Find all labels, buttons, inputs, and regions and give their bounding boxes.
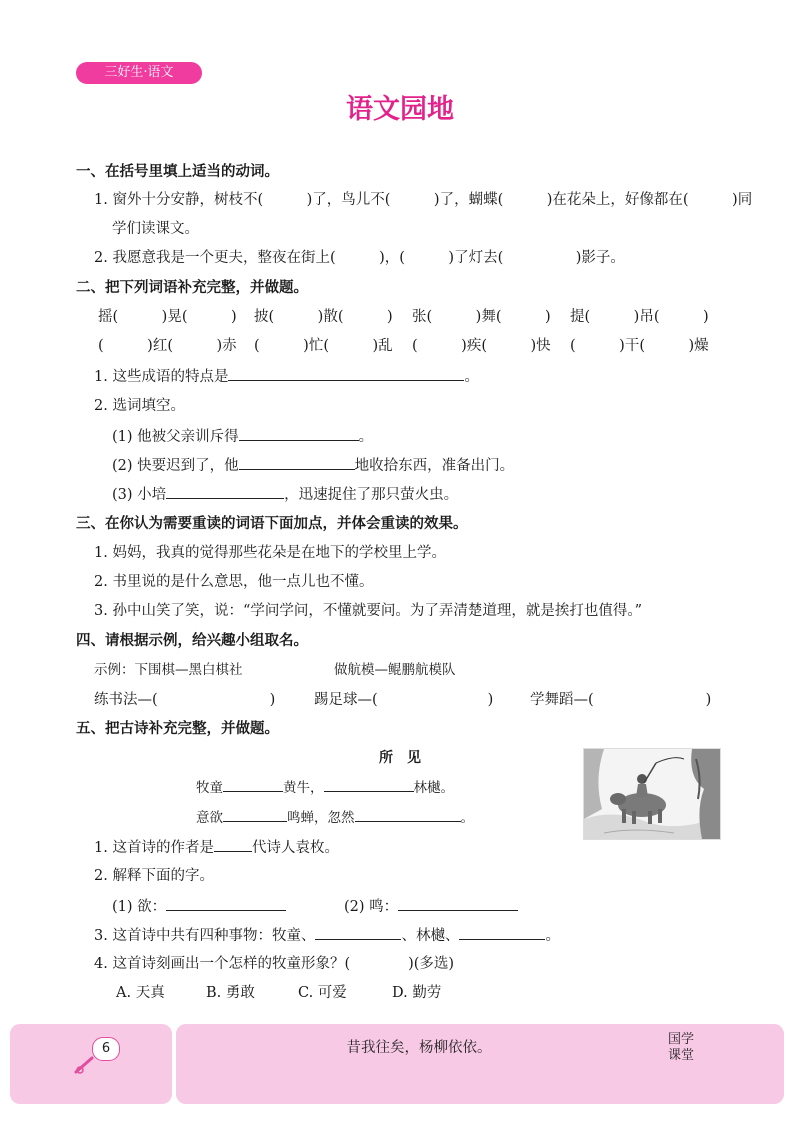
poem-line-1 [196, 777, 454, 798]
fill-item-2 [112, 455, 514, 476]
poem-blank[interactable] [324, 777, 414, 792]
s3-sentence-3: 3. 孙中山笑了笑，说：“学问学问，不懂就要问。为了弄清楚道理，就是挨打也值得。” [94, 603, 643, 619]
poem-blank[interactable] [223, 807, 287, 822]
group-name-calligraphy-label: 练书法—( [94, 692, 158, 708]
s5-question-3-text: 3. 这首诗中共有四种事物：牧童、 [94, 928, 316, 944]
section-5-heading: 五、把古诗补充完整，并做题。 [76, 721, 279, 737]
s5-question-3-text-end: 。 [545, 928, 560, 944]
idiom-row-1-col-2: 披( )散( ) [254, 309, 393, 325]
s1-question-1-line-2: 学们读课文。 [112, 221, 199, 237]
s5-question-4: 4. 这首诗刻画出一个怎样的牧童形象？( )(多选) [94, 956, 455, 972]
column-name-line-1: 国学 [668, 1032, 695, 1047]
section-2-heading: 二、把下列词语补充完整，并做题。 [76, 280, 308, 296]
option-a[interactable]: A. 天真 [116, 985, 165, 1001]
close-paren: ) [487, 692, 494, 708]
fill-item-3-text: (3) 小培 [112, 487, 167, 503]
explain-ming [344, 896, 518, 917]
series-badge: 三好生·语文 [76, 62, 202, 84]
option-d[interactable]: D. 勤劳 [392, 985, 442, 1001]
group-name-dance [530, 690, 711, 710]
poem-line-1-part-3: 林樾。 [413, 780, 454, 796]
magnifier-icon [72, 1046, 112, 1076]
s3-sentence-1: 1. 妈妈，我真的觉得那些花朵是在地下的学校里上学。 [94, 545, 446, 561]
group-name-football [314, 690, 493, 710]
s2-question-1 [94, 366, 479, 387]
close-paren: ) [705, 692, 712, 708]
idiom-row-1-col-3: 张( )舞( ) [412, 309, 551, 325]
s1-question-1-line-1: 1. 窗外十分安静，树枝不( )了，鸟儿不( )了，蝴蝶( )在花朵上，好像都在( )同 [94, 192, 753, 208]
fill-item-1-text: (1) 他被父亲训斥得 [112, 429, 239, 445]
herd-boy-ox-illustration [583, 748, 721, 840]
group-name-dance-label: 学舞蹈—( [530, 692, 594, 708]
example-1: 示例：下围棋—黑白棋社 [94, 662, 243, 678]
answer-blank[interactable] [166, 484, 284, 499]
s2-question-1-text: 1. 这些成语的特点是 [94, 369, 229, 385]
s3-sentence-2: 2. 书里说的是什么意思，他一点儿也不懂。 [94, 574, 374, 590]
fill-item-3 [112, 484, 458, 505]
idiom-row-1-col-1: 摇( )晃( ) [98, 309, 237, 325]
period: 。 [358, 429, 374, 445]
page-title: 语文园地 [346, 94, 454, 125]
answer-blank[interactable] [398, 896, 518, 911]
fill-item-3-text-end: ，迅速捉住了那只萤火虫。 [284, 487, 459, 503]
idiom-row-2-col-1: ( )红( )赤 [98, 338, 237, 354]
page-number: 6 [92, 1037, 120, 1061]
section-3-heading: 三、在你认为需要重读的词语下面加点，并体会重读的效果。 [76, 516, 468, 532]
column-name-line-2: 课堂 [668, 1048, 695, 1063]
explain-yu-label: (1) 欲： [112, 899, 167, 915]
answer-blank[interactable] [214, 837, 252, 852]
section-4-heading: 四、请根据示例，给兴趣小组取名。 [76, 633, 308, 649]
period: 。 [464, 369, 479, 385]
fill-item-1 [112, 426, 373, 447]
poem-line-1-part-1: 牧童 [196, 780, 223, 796]
answer-blank[interactable] [239, 455, 355, 470]
poem-line-2-part-3: 。 [460, 810, 474, 826]
idiom-row-2-col-2: ( )忙( )乱 [254, 338, 393, 354]
idiom-row-2-col-4: ( )干( )燥 [570, 338, 709, 354]
answer-blank[interactable] [315, 925, 401, 940]
poem-blank[interactable] [355, 807, 461, 822]
fill-item-2-text-end: 地收拾东西，准备出门。 [354, 458, 515, 474]
answer-blank[interactable] [228, 366, 464, 381]
group-name-calligraphy [94, 690, 275, 710]
explain-ming-label: (2) 鸣： [344, 899, 399, 915]
s5-question-2: 2. 解释下面的字。 [94, 868, 214, 884]
answer-blank[interactable] [459, 925, 545, 940]
s5-question-1-text-end: 代诗人袁枚。 [251, 840, 339, 856]
close-paren: ) [269, 692, 276, 708]
poem-title: 所 见 [379, 750, 421, 766]
answer-blank[interactable] [166, 896, 286, 911]
s5-question-1-text: 1. 这首诗的作者是 [94, 840, 214, 856]
option-c[interactable]: C. 可爱 [298, 985, 347, 1001]
poem-blank[interactable] [223, 777, 283, 792]
poem-line-1-part-2: 黄牛， [283, 780, 324, 796]
example-2: 做航模—鲲鹏航模队 [334, 662, 456, 678]
s2-question-2: 2. 选词填空。 [94, 398, 185, 414]
section-1-heading: 一、在括号里填上适当的动词。 [76, 164, 279, 180]
poem-line-2 [196, 807, 474, 828]
idiom-row-1-col-4: 提( )吊( ) [570, 309, 709, 325]
fill-item-2-text: (2) 快要迟到了，他 [112, 458, 239, 474]
s5-question-3 [94, 925, 560, 946]
idiom-row-2-col-3: ( )疾( )快 [412, 338, 551, 354]
poem-line-2-part-1: 意欲 [196, 810, 223, 826]
explain-yu [112, 896, 286, 917]
option-b[interactable]: B. 勇敢 [206, 985, 255, 1001]
group-name-football-label: 踢足球—( [314, 692, 378, 708]
answer-blank[interactable] [239, 426, 359, 441]
footer-quote: 昔我往矣，杨柳依依。 [346, 1040, 492, 1056]
s5-question-3-text-mid: 、林樾、 [401, 928, 460, 944]
s1-question-2: 2. 我愿意我是一个更夫，整夜在街上( )，( )了灯去( )影子。 [94, 250, 625, 266]
poem-line-2-part-2: 鸣蝉，忽然 [287, 810, 355, 826]
s5-question-1 [94, 837, 339, 858]
